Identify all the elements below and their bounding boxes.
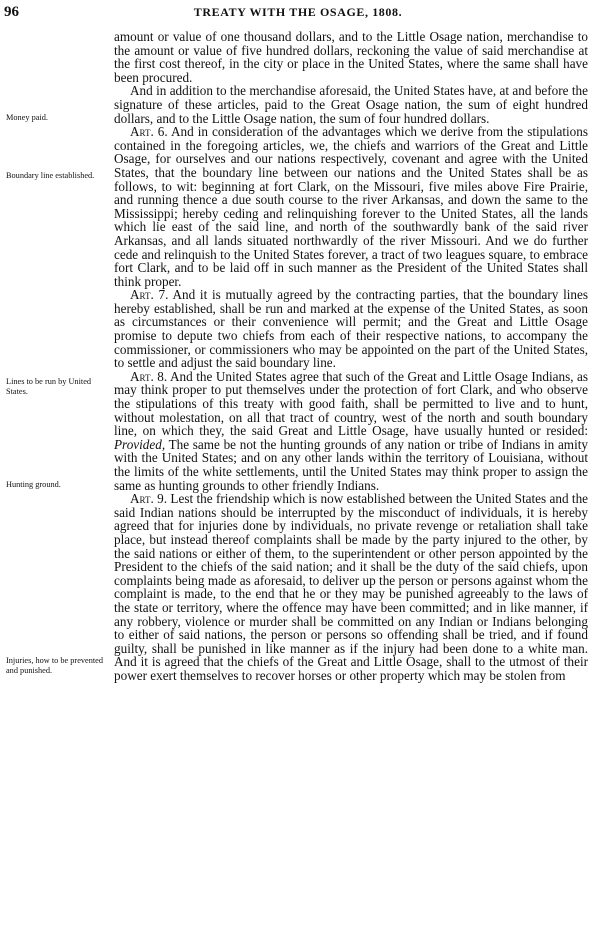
article-label: Art. 7.: [130, 287, 169, 303]
article-label: Art. 8.: [130, 368, 168, 384]
margin-note-hunting-ground: Hunting ground.: [6, 480, 61, 489]
paragraph-money-paid: [114, 84, 588, 125]
article-text: And it is mutually agreed by the contracting parties, that the boundary lines hereby established, shall be run and marked at the expense of the United States, as soon as circumstances or their convenience will permit; and the Great and Little Osage promise to depute two chiefs from each of their respective nations, to accompany the commissioner, or commissioners who may be appointed on the part of the United States, to settle and adjust the said boundary line.: [114, 287, 589, 371]
margin-note-boundary-line: Boundary line established.: [6, 171, 95, 180]
margin-note-lines-to-be-run: Lines to be run by United States.: [6, 377, 92, 396]
proviso-italic: Provided,: [114, 436, 166, 452]
running-title: TREATY WITH THE OSAGE, 1808.: [193, 5, 403, 19]
article-label: Art. 6.: [130, 124, 168, 140]
article-7: [114, 288, 588, 370]
article-text: And the United States agree that such of the Great and Little Osage Indians, as may think proper to put themselves under the protection of fort Clark, and who observe the stipulations of this treaty with good faith, shall be permitted to live and to hunt, without molestation, on all that tract of country, west of the north and south boundary line, on which they, the said Great and Little Osage, have usually hunted or resided:: [114, 368, 589, 439]
article-9: [114, 492, 588, 682]
page-number: 96: [4, 4, 19, 20]
margin-note-money-paid: Money paid.: [6, 113, 48, 122]
article-8: [114, 370, 588, 492]
treaty-body: [114, 30, 588, 683]
paragraph-text: And in addition to the merchandise aforesaid, the United States have, at and before the signature of these articles, paid to the Great Osage nation, the sum of eight hundred dollars, and to the Little Osage nation, the sum of four hundred dollars.: [114, 83, 588, 126]
margin-note-injuries: Injuries, how to be prevented and punished.: [6, 656, 103, 675]
page-header: [4, 4, 592, 26]
paragraph-text: amount or value of one thousand dollars, and to the Little Osage nation, merchandise to the amount or value of five hundred dollars, reckoning the value of said merchandise at the first cost thereof, in the city or place in the United States, where the same shall have been procured.: [114, 29, 588, 85]
article-6: [114, 125, 588, 288]
paragraph-continuation: [114, 30, 588, 84]
article-text: Lest the friendship which is now established between the United States and the said Indian nations should be interrupted by the misconduct of individuals, it is hereby agreed that for injuries done by individuals, no private revenge or retaliation shall take place, but instead thereof complaints shall be made by the party injured to the other, by the said nations or either of them, to the superintendent or other person appointed by the President to the chiefs of the said nation; and it shall be the duty of the said chiefs, upon complaints being made as aforesaid, to deliver up the person or persons against whom the complaint is made, to the end that he or they may be punished agreeably to the laws of the state or territory, where the offence may have been committed; and in like manner, if any robbery, violence or murder shall be committed on any Indian or Indians belonging to either of said nations, the person or persons so offending shall be tried, and if found guilty, shall be punished in like manner as if the injury had been done to a white man. And it is agreed that the chiefs of the Great and Little Osage, shall to the utmost of their power exert themselves to recover horses or other property which may be stolen from: [114, 491, 589, 683]
article-text-continued: The same be not the hunting grounds of any nation or tribe of Indians in amity with the United States; and on any other lands within the territory of Louisiana, without the limits of the white settlements, until the United States may think proper to assign the same as hunting grounds to other friendly Indians.: [114, 436, 588, 493]
article-text: And in consideration of the advantages which we derive from the stipulations contained in the foregoing articles, we, the chiefs and warriors of the Great and Little Osage, for ourselves and our nations respectively, covenant and agree with the United States, that the boundary line between our nations and the United States shall be as follows, to wit: beginning at fort Clark, on the Missouri, five miles above Fire Prairie, and running thence a due south course to the river Arkansas, and down the same to the Mississippi; hereby ceding and relinquishing forever to the United States, all the lands which lie east of the said line, and north of the southwardly bank of the said river Arkansas, and all lands situated northwardly of the river Missouri. And we do further cede and relinquish to the United States forever, a tract of two leagues square, to embrace fort Clark, and to be laid off in such manner as the President of the United States shall think proper.: [114, 124, 589, 289]
article-label: Art. 9.: [130, 491, 168, 507]
